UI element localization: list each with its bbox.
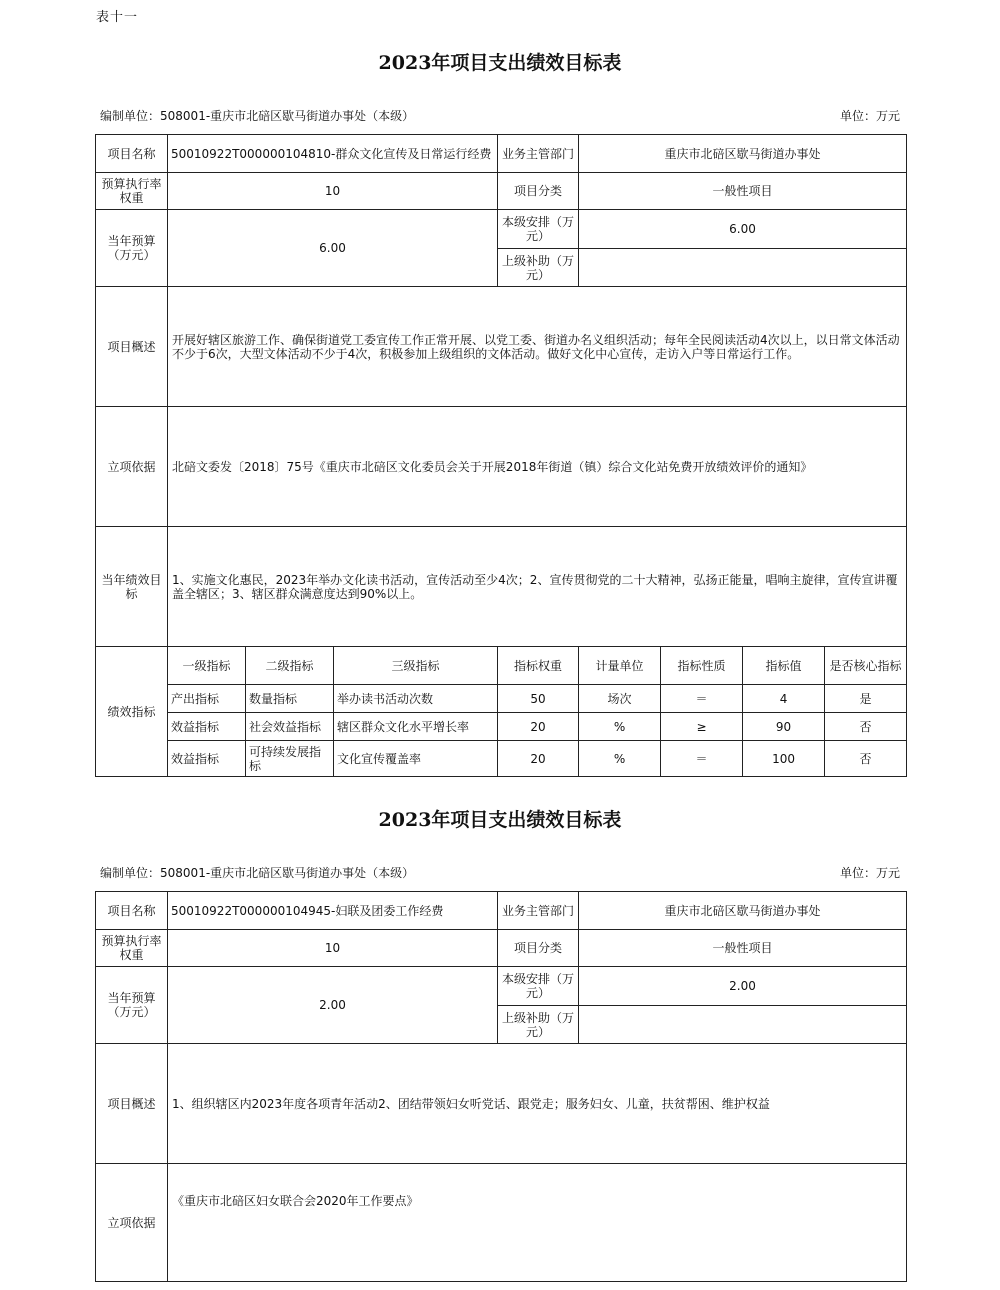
subsidy-label: 上级补助（万元） xyxy=(498,1006,579,1044)
indicator-value: 90 xyxy=(743,713,825,741)
header-level2: 二级指标 xyxy=(246,647,334,685)
local-value: 6.00 xyxy=(579,210,907,249)
indicator-l2: 社会效益指标 xyxy=(246,713,334,741)
dept-value: 重庆市北碚区歇马街道办事处 xyxy=(579,892,907,930)
dept-value: 重庆市北碚区歇马街道办事处 xyxy=(579,135,907,173)
budget-value: 2.00 xyxy=(168,967,498,1044)
subsidy-value xyxy=(579,249,907,287)
indicator-l3: 辖区群众文化水平增长率 xyxy=(334,713,498,741)
goal-text: 1、实施文化惠民，2023年举办文化读书活动，宣传活动至少4次；2、宣传贯彻党的二十大精神，弘扬正能量，唱响主旋律，宣传宣讲覆盖全辖区；3、辖区群众满意度达到90%以上。 xyxy=(168,527,907,647)
indicator-unit: % xyxy=(579,713,661,741)
project-name-value: 50010922T000000104810-群众文化宣传及日常运行经费 xyxy=(168,135,498,173)
currency-unit: 单位：万元 xyxy=(839,866,900,880)
local-label: 本级安排（万元） xyxy=(498,210,579,249)
overview-text: 1、组织辖区内2023年度各项青年活动2、团结带领妇女听党话、跟党走；服务妇女、儿童，扶贫帮困、维护权益 xyxy=(168,1044,907,1164)
local-label: 本级安排（万元） xyxy=(498,967,579,1006)
indicator-weight: 50 xyxy=(498,685,579,713)
indicator-l1: 效益指标 xyxy=(168,741,246,777)
dept-label: 业务主管部门 xyxy=(498,892,579,930)
indicators-label: 绩效指标 xyxy=(96,647,168,777)
indicator-core: 否 xyxy=(825,713,907,741)
basis-text: 北碚文委发〔2018〕75号《重庆市北碚区文化委员会关于开展2018年街道（镇）综合文化站免费开放绩效评价的通知》 xyxy=(168,407,907,527)
indicator-weight: 20 xyxy=(498,713,579,741)
currency-unit: 单位：万元 xyxy=(839,109,900,123)
project-name-label: 项目名称 xyxy=(96,892,168,930)
basis-text: 《重庆市北碚区妇女联合会2020年工作要点》 xyxy=(168,1164,907,1282)
indicator-l1: 产出指标 xyxy=(168,685,246,713)
dept-label: 业务主管部门 xyxy=(498,135,579,173)
indicator-l1: 效益指标 xyxy=(168,713,246,741)
indicator-value: 100 xyxy=(743,741,825,777)
indicator-weight: 20 xyxy=(498,741,579,777)
header-value: 指标值 xyxy=(743,647,825,685)
subsidy-label: 上级补助（万元） xyxy=(498,249,579,287)
weight-label: 预算执行率权重 xyxy=(96,173,168,210)
weight-value: 10 xyxy=(168,930,498,967)
header-weight: 指标权重 xyxy=(498,647,579,685)
weight-value: 10 xyxy=(168,173,498,210)
header-level1: 一级指标 xyxy=(168,647,246,685)
indicator-unit: % xyxy=(579,741,661,777)
indicator-l2: 数量指标 xyxy=(246,685,334,713)
overview-label: 项目概述 xyxy=(96,1044,168,1164)
performance-table-2 xyxy=(95,891,907,1282)
org-line: 编制单位：508001-重庆市北碚区歇马街道办事处（本级） xyxy=(100,866,415,880)
subsidy-value xyxy=(579,1006,907,1044)
table-row xyxy=(96,741,907,777)
header-nature: 指标性质 xyxy=(661,647,743,685)
org-line: 编制单位：508001-重庆市北碚区歇马街道办事处（本级） xyxy=(100,109,415,123)
page-title-2: 2023年项目支出绩效目标表 xyxy=(378,809,622,831)
budget-label: 当年预算（万元） xyxy=(96,210,168,287)
indicator-value: 4 xyxy=(743,685,825,713)
category-value: 一般性项目 xyxy=(579,173,907,210)
basis-label: 立项依据 xyxy=(96,407,168,527)
category-label: 项目分类 xyxy=(498,173,579,210)
budget-label: 当年预算（万元） xyxy=(96,967,168,1044)
local-value: 2.00 xyxy=(579,967,907,1006)
indicator-nature: ＝ xyxy=(661,741,743,777)
performance-table-1 xyxy=(95,134,907,777)
basis-label: 立项依据 xyxy=(96,1164,168,1282)
category-value: 一般性项目 xyxy=(579,930,907,967)
indicator-l3: 举办读书活动次数 xyxy=(334,685,498,713)
weight-label: 预算执行率权重 xyxy=(96,930,168,967)
overview-text: 开展好辖区旅游工作、确保街道党工委宣传工作正常开展、以党工委、街道办名义组织活动；每年全民阅读活动4次以上，以日常文体活动不少于6次，大型文体活动不少于4次，积极参加上级组织的文体活动。做好文化中心宣传，走访入户等日常运行工作。 xyxy=(168,287,907,407)
table-row xyxy=(96,713,907,741)
indicator-nature: ≥ xyxy=(661,713,743,741)
page-title: 2023年项目支出绩效目标表 xyxy=(378,52,622,74)
indicator-core: 否 xyxy=(825,741,907,777)
category-label: 项目分类 xyxy=(498,930,579,967)
header-unit: 计量单位 xyxy=(579,647,661,685)
project-name-label: 项目名称 xyxy=(96,135,168,173)
indicator-core: 是 xyxy=(825,685,907,713)
indicator-nature: ＝ xyxy=(661,685,743,713)
header-level3: 三级指标 xyxy=(334,647,498,685)
indicator-unit: 场次 xyxy=(579,685,661,713)
indicator-l2: 可持续发展指标 xyxy=(246,741,334,777)
header-core: 是否核心指标 xyxy=(825,647,907,685)
project-name-value: 50010922T000000104945-妇联及团委工作经费 xyxy=(168,892,498,930)
goal-label: 当年绩效目标 xyxy=(96,527,168,647)
overview-label: 项目概述 xyxy=(96,287,168,407)
indicator-l3: 文化宣传覆盖率 xyxy=(334,741,498,777)
table-number-label: 表十一 xyxy=(96,10,139,25)
budget-value: 6.00 xyxy=(168,210,498,287)
table-row xyxy=(96,685,907,713)
